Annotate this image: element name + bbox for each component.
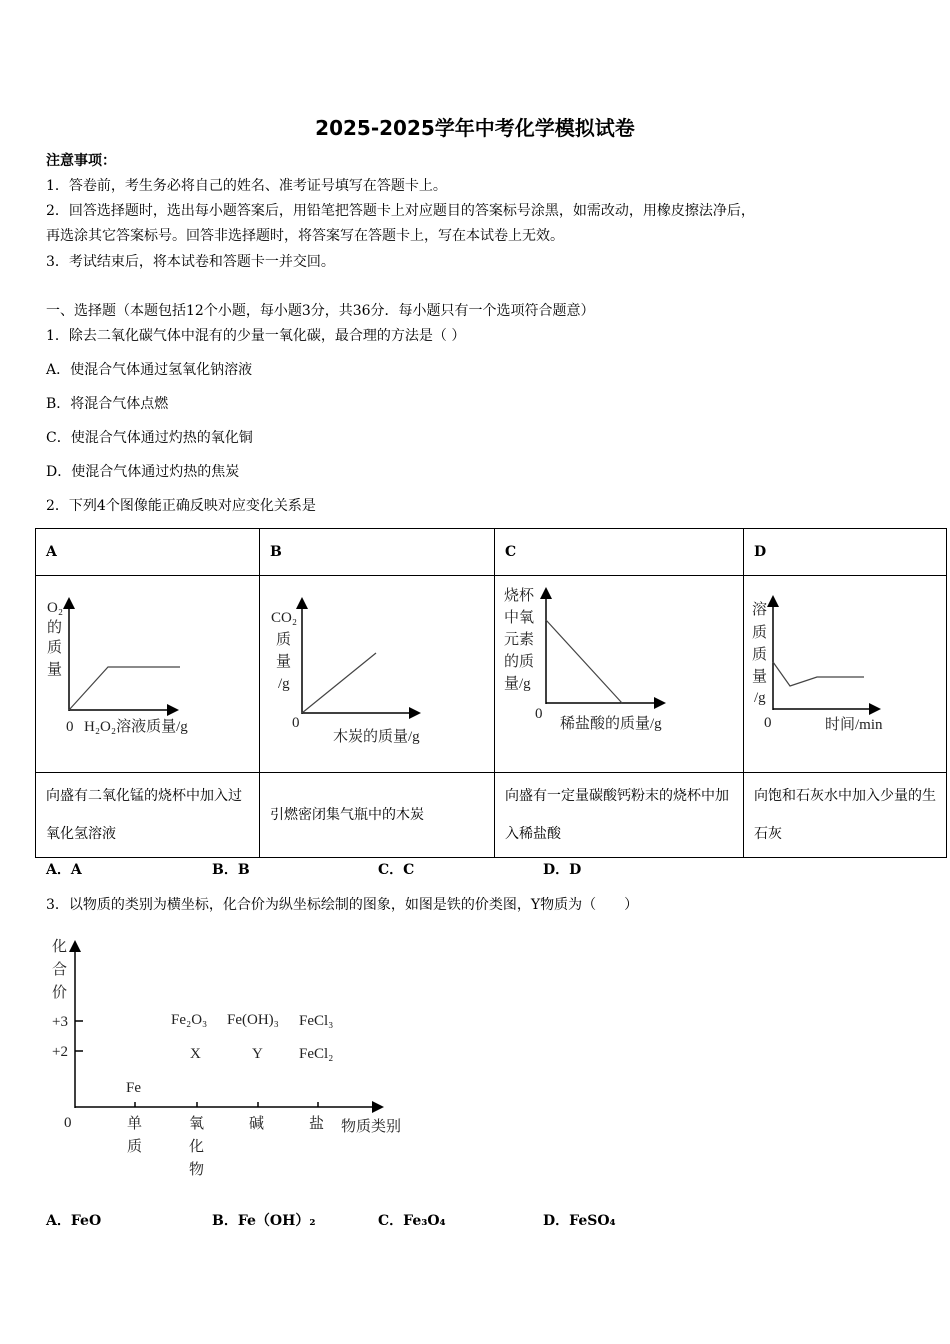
q3-point-fe2o3: Fe₂O₃ — [171, 1012, 208, 1028]
graph-cell-c — [495, 576, 744, 773]
fig-a-x-label: H₂O₂溶液质量/g — [84, 719, 188, 735]
q3-point-fecl3: FeCl₃ — [299, 1013, 334, 1029]
q3-y-label: 化 — [52, 939, 68, 955]
fig-b-y-label: 质 — [276, 632, 292, 648]
q3-y-label: 价 — [52, 985, 68, 1001]
fig-c-origin: 0 — [535, 706, 543, 722]
fig-a-origin: 0 — [66, 719, 74, 735]
fig-d-y-label: 质 — [752, 625, 768, 641]
q2-answer-d[interactable]: D．D — [543, 862, 582, 878]
fig-b-origin: 0 — [292, 715, 300, 731]
header-b: B — [260, 529, 495, 576]
q3-category: 盐 — [309, 1116, 325, 1132]
desc-d: 向饱和石灰水中加入少量的生石灰 — [744, 773, 947, 858]
q2-answer-b[interactable]: B．B — [212, 862, 250, 878]
fig-c-y-label: 烧杯 — [504, 588, 535, 604]
fig-b-y-label: 量 — [276, 654, 292, 670]
q3-x-label: 物质类别 — [341, 1119, 402, 1135]
q3-point-feoh3: Fe(OH)₃ — [227, 1012, 279, 1028]
fig-b-y-label: CO₂ — [271, 610, 298, 626]
graph-cell-b — [260, 576, 495, 773]
q1-stem: 1．除去二氧化碳气体中混有的少量一氧化碳，最合理的方法是（ ） — [46, 328, 466, 344]
q3-answer-c[interactable]: C．Fe₃O₄ — [378, 1213, 446, 1229]
q3-y-tick-label: +2 — [52, 1044, 68, 1060]
q3-origin: 0 — [64, 1115, 72, 1131]
q1-option-d[interactable]: D．使混合气体通过灼热的焦炭 — [46, 464, 240, 480]
q3-answer-d[interactable]: D．FeSO₄ — [543, 1213, 616, 1229]
notice-line: 3．考试结束后，将本试卷和答题卡一并交回。 — [46, 254, 335, 270]
fig-c-x-label: 稀盐酸的质量/g — [560, 716, 662, 732]
desc-b: 引燃密闭集气瓶中的木炭 — [260, 773, 495, 858]
notice-line: 再选涂其它答案标号。回答非选择题时，将答案写在答题卡上，写在本试卷上无效。 — [46, 228, 564, 244]
q2-table — [35, 528, 947, 858]
q3-point-fecl2: FeCl₂ — [299, 1046, 334, 1062]
q3-category: 单 — [127, 1116, 143, 1132]
desc-a: 向盛有二氧化锰的烧杯中加入过氧化氢溶液 — [36, 773, 260, 858]
header-c: C — [495, 529, 744, 576]
notice-line: 1．答卷前，考生务必将自己的姓名、准考证号填写在答题卡上。 — [46, 178, 447, 194]
q3-category: 质 — [127, 1139, 143, 1155]
q1-option-c[interactable]: C．使混合气体通过灼热的氧化铜 — [46, 430, 253, 446]
fig-a-y-label: 的 — [47, 620, 63, 636]
notice-line: 2．回答选择题时，选出每小题答案后，用铅笔把答题卡上对应题目的答案标号涂黑，如需改动，用橡皮擦法净后， — [46, 203, 755, 219]
fig-d-y-label: 溶 — [752, 602, 768, 618]
desc-c: 向盛有一定量碳酸钙粉末的烧杯中加入稀盐酸 — [495, 773, 744, 858]
fig-d-x-label: 时间/min — [825, 717, 883, 733]
q3-answer-b[interactable]: B．Fe（OH）₂ — [212, 1213, 316, 1229]
notice-heading: 注意事项： — [46, 153, 116, 169]
fig-a-y-label: 质 — [47, 640, 63, 656]
fig-a-y-label: 量 — [47, 662, 63, 678]
fig-a-y-label: O₂ — [47, 600, 64, 616]
q3-category: 碱 — [249, 1116, 265, 1132]
graph-cell-d — [744, 576, 947, 773]
q3-y-label: 合 — [52, 962, 68, 978]
q2-answer-c[interactable]: C．C — [378, 862, 415, 878]
q3-point-y: Y — [252, 1046, 263, 1062]
fig-d-origin: 0 — [764, 715, 772, 731]
q1-option-b[interactable]: B．将混合气体点燃 — [46, 396, 169, 412]
fig-c-y-label: 量/g — [504, 676, 531, 692]
header-d: D — [744, 529, 947, 576]
fig-b-y-label: /g — [278, 676, 290, 692]
q3-point-fe: Fe — [126, 1080, 141, 1096]
q3-point-x: X — [190, 1046, 201, 1062]
fig-d-y-label: 量 — [752, 669, 768, 685]
q3-category: 化 — [189, 1139, 205, 1155]
q3-y-tick-label: +3 — [52, 1014, 68, 1030]
section-heading: 一、选择题（本题包括12个小题，每小题3分，共36分．每小题只有一个选项符合题意） — [46, 303, 595, 319]
q2-stem: 2．下列4个图像能正确反映对应变化关系是 — [46, 498, 316, 514]
fig-c-y-label: 的质 — [504, 654, 535, 670]
fig-b-x-label: 木炭的质量/g — [333, 729, 420, 745]
q3-answer-a[interactable]: A．FeO — [46, 1213, 102, 1229]
q1-option-a[interactable]: A．使混合气体通过氢氧化钠溶液 — [46, 362, 253, 378]
fig-c-y-label: 元素 — [504, 632, 535, 648]
fig-c-y-label: 中氧 — [504, 610, 535, 626]
fig-d-y-label: 质 — [752, 647, 768, 663]
q3-category: 氧 — [189, 1116, 205, 1132]
fig-d-y-label: /g — [754, 690, 766, 706]
header-a: A — [36, 529, 260, 576]
page-title: 2025-2025学年中考化学模拟试卷 — [315, 116, 635, 140]
q3-stem: 3．以物质的类别为横坐标，化合价为纵坐标绘制的图象，如图是铁的价类图，Y物质为（ ） — [46, 897, 639, 913]
graph-cell-a — [36, 576, 260, 773]
q3-category: 物 — [189, 1162, 205, 1178]
q2-answer-a[interactable]: A．A — [46, 862, 82, 878]
